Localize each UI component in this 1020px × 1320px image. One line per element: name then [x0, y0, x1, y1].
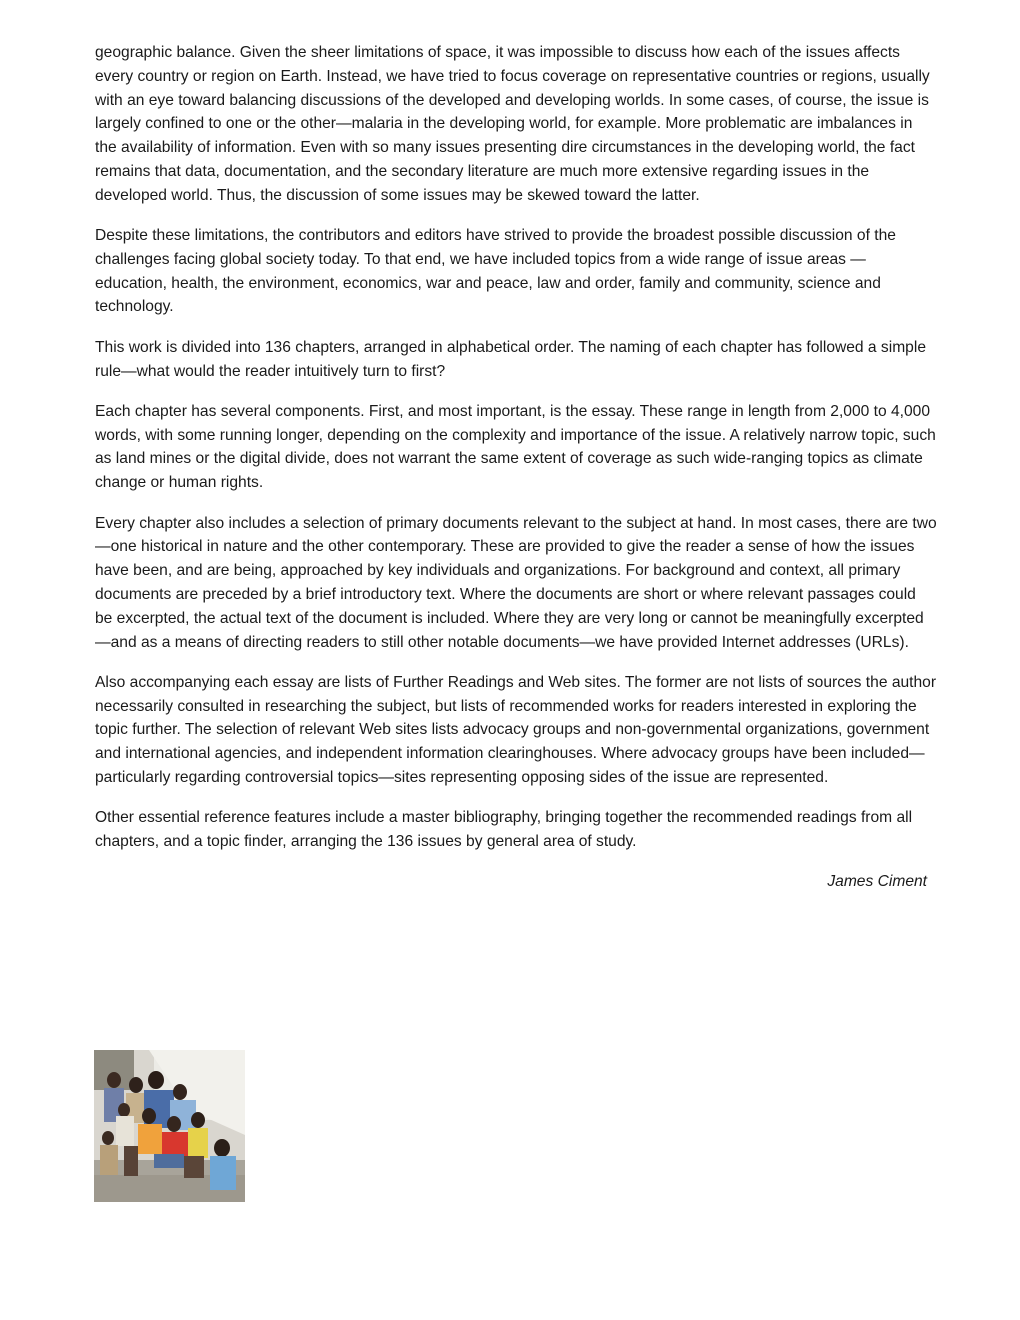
paragraph-primary-documents: Every chapter also includes a selection of primary documents relevant to the subject at hand. In most cases, there are two—one historical in nature and the other contemporary. These are provided to give the reader a sense of how the issues have been, and are being, approached by key individuals and organizations. For background and context, all primary documents are preceded by a brief introductory text. Where the documents are short or where relevant passages could be excerpted, the actual text of the document is included. Where they are very long or cannot be meaningfully excerpted—and as a means of directing readers to still other notable documents—we have provided Internet addresses (URLs).: [95, 514, 937, 651]
paragraph-geographic-balance: geographic balance. Given the sheer limitations of space, it was impossible to discuss how each of the issues affects every country or region on Earth. Instead, we have tried to focus coverage on representative countries or regions, usually with an eye toward balancing discussions of the developed and developing worlds. In some cases, of course, the issue is largely confined to one or the other—malaria in the developing world, for example. More problematic are imbalances in the availability of information. Even with so many issues presenting dire circumstances in the developing world, the fact remains that data, documentation, and the secondary literature are much more extensive regarding issues in the developed world. Thus, the discussion of some issues may be skewed toward the latter.: [95, 44, 930, 204]
paragraph-limitations: Despite these limitations, the contributors and editors have strived to provide the broadest possible discussion of the challenges facing global society today. To that end, we have included topics from a wide range of issue areas —education, health, the environment, economics, war and peace, law and order, family and community, science and technology.: [95, 227, 896, 316]
paragraph-chapter-organization: This work is divided into 136 chapters, arranged in alphabetical order. The naming of each chapter has followed a simple rule—what would the reader intuitively turn to first?: [95, 338, 926, 380]
document-body: [95, 41, 937, 894]
photo-children-group: [94, 1050, 245, 1202]
paragraph-reference-features: Other essential reference features include a master bibliography, bringing together the recommended readings from all chapters, and a topic finder, arranging the 136 issues by general area of study.: [95, 809, 913, 851]
paragraph-further-readings: Also accompanying each essay are lists of Further Readings and Web sites. The former are not lists of sources the author necessarily consulted in researching the subject, but lists of recommended works for readers interested in exploring the topic further. The selection of relevant Web sites lists advocacy groups and non-governmental organizations, government and international agencies, and independent information clearinghouses. Where advocacy groups have been included—particularly regarding controversial topics—sites representing opposing sides of the issue are represented.: [95, 673, 937, 787]
author-signature: James Ciment: [827, 873, 927, 891]
paragraph-chapter-components: Each chapter has several components. First, and most important, is the essay. These range in length from 2,000 to 4,000 words, with some running longer, depending on the complexity and importance of the issue. A relatively narrow topic, such as land mines or the digital divide, does not warrant the same extent of coverage as such wide-ranging topics as climate change or human rights.: [95, 402, 936, 492]
